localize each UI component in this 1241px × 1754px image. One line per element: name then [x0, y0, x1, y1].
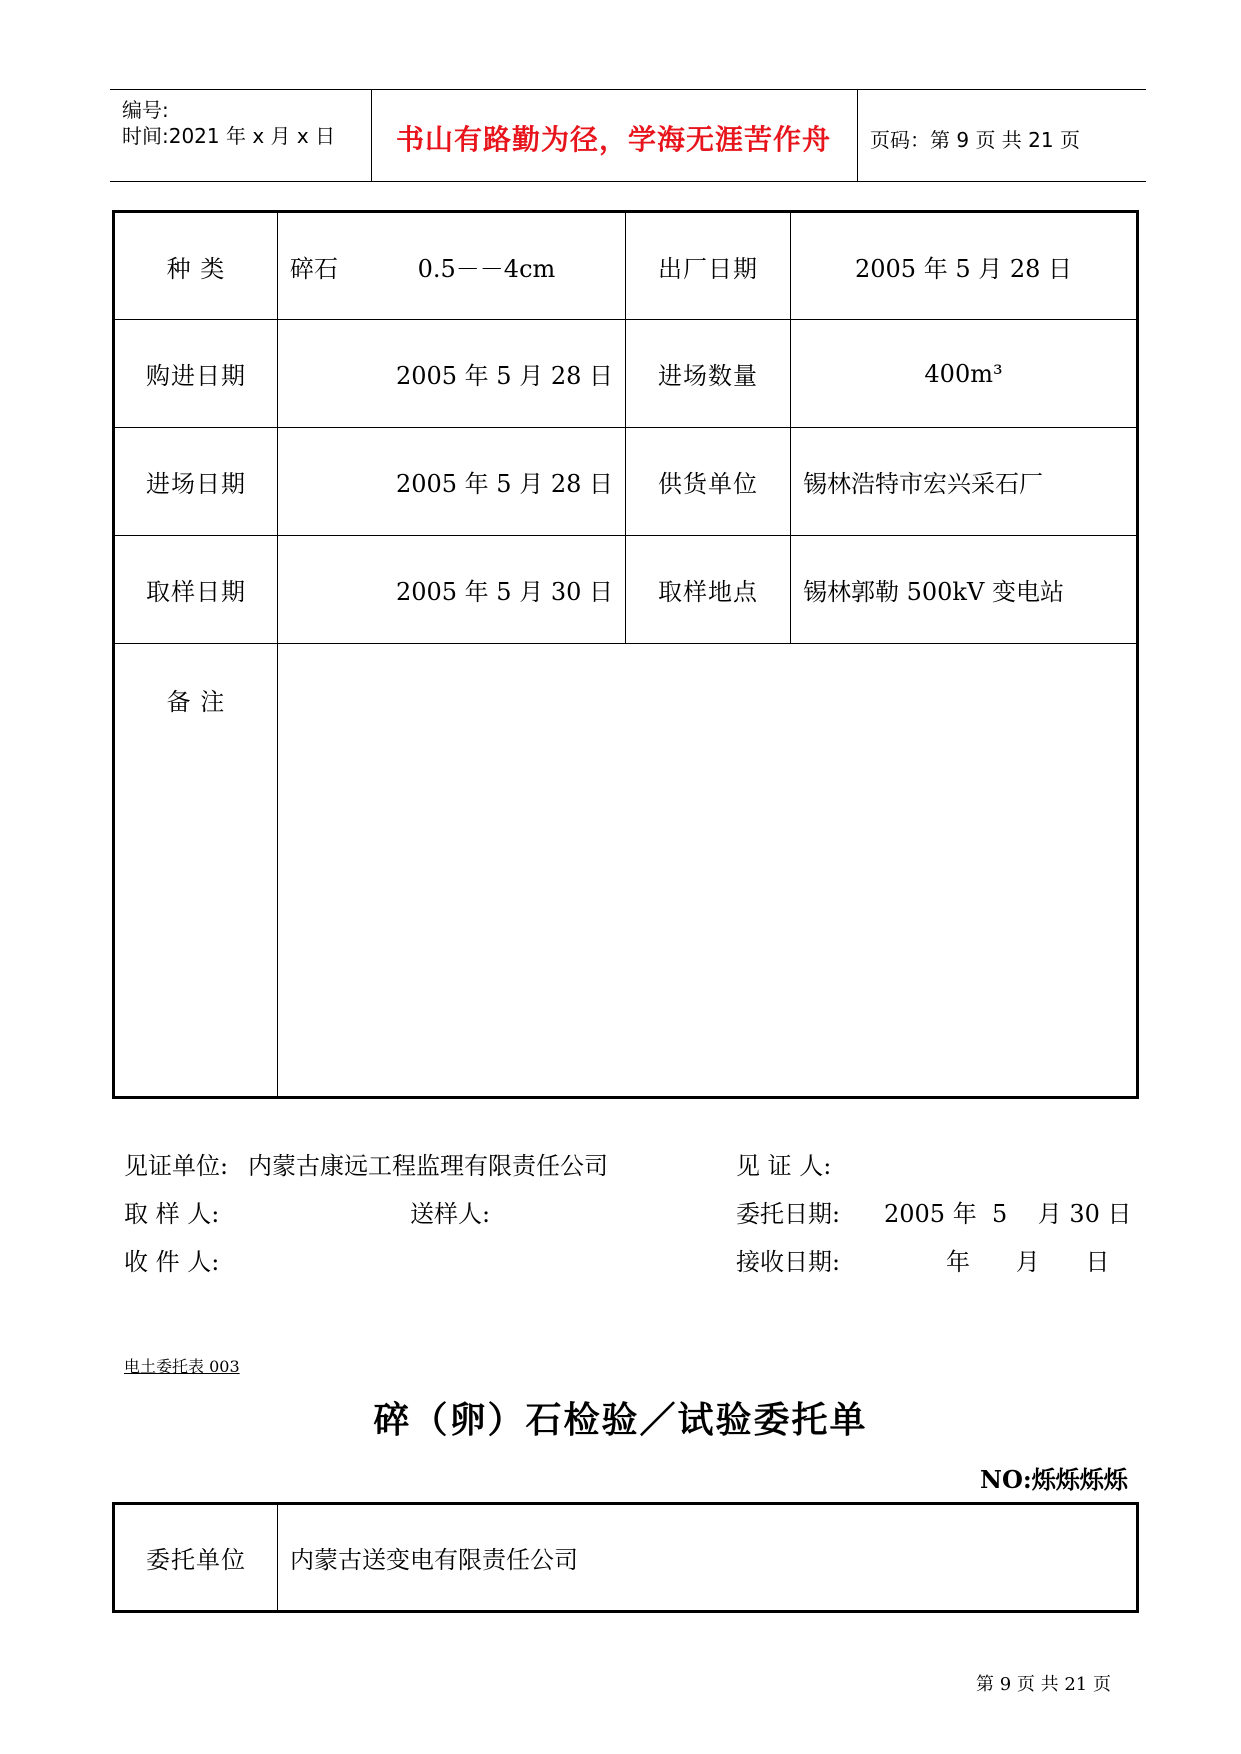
table-row: [114, 428, 1138, 536]
receive-date-label: 接收日期:: [736, 1248, 841, 1276]
witness-unit-value: 内蒙古康远工程监理有限责任公司: [248, 1152, 608, 1180]
witness-label: 见 证 人:: [736, 1152, 832, 1180]
form-code: 电土委托表 003: [124, 1357, 240, 1376]
quantity-value: 400m³: [791, 320, 1138, 428]
header-divider-right: [857, 90, 858, 182]
document-number: NO:烁烁烁烁: [980, 1465, 1128, 1494]
entrust-unit-label: 委托单位: [114, 1504, 278, 1612]
time-label: 时间:2021 年 x 月 x 日: [122, 124, 336, 148]
quantity-label: 进场数量: [626, 320, 791, 428]
header-top-rule: [110, 89, 1146, 90]
table-row: [114, 536, 1138, 644]
receive-date-value: 年 月 日: [946, 1248, 1110, 1276]
table-row: [114, 1504, 1138, 1612]
header-divider-left: [371, 90, 372, 182]
remarks-value: [278, 644, 1138, 1098]
factory-date-label: 出厂日期: [626, 212, 791, 320]
entrust-date-value: 2005 年 5 月 30 日: [884, 1200, 1132, 1228]
sampling-site-value: 锡林郭勒 500kV 变电站: [791, 536, 1138, 644]
serial-number-label: 编号:: [122, 98, 169, 122]
sender-label: 送样人:: [410, 1200, 491, 1228]
page-footer: 第 9 页 共 21 页: [976, 1674, 1111, 1695]
type-value: [278, 212, 626, 320]
type-material: 碎石: [290, 254, 338, 283]
type-size: 0.5－－4cm: [417, 254, 556, 283]
purchase-date-value: 2005 年 5 月 28 日: [278, 320, 626, 428]
witness-unit-label: 见证单位:: [124, 1152, 229, 1180]
sample-info-table: [112, 210, 1139, 1099]
table-row: [114, 320, 1138, 428]
header-bottom-rule: [110, 181, 1146, 182]
remarks-label: 备 注: [114, 644, 278, 1098]
entry-date-value: 2005 年 5 月 28 日: [278, 428, 626, 536]
table-row: [114, 212, 1138, 320]
entrust-date-label: 委托日期:: [736, 1200, 841, 1228]
type-label: 种 类: [114, 212, 278, 320]
motto: 书山有路勤为径，学海无涯苦作舟: [396, 123, 832, 156]
factory-date-value: 2005 年 5 月 28 日: [791, 212, 1138, 320]
sampling-date-label: 取样日期: [114, 536, 278, 644]
page-info: 页码：第 9 页 共 21 页: [870, 128, 1080, 152]
supplier-value: 锡林浩特市宏兴采石厂: [791, 428, 1138, 536]
document-title: 碎（卵）石检验／试验委托单: [373, 1400, 868, 1441]
sampling-date-value: 2005 年 5 月 30 日: [278, 536, 626, 644]
entry-date-label: 进场日期: [114, 428, 278, 536]
sampler-label: 取 样 人:: [124, 1200, 220, 1228]
entrust-unit-table: [112, 1502, 1139, 1613]
supplier-label: 供货单位: [626, 428, 791, 536]
entrust-unit-value: 内蒙古送变电有限责任公司: [278, 1504, 1138, 1612]
sampling-site-label: 取样地点: [626, 536, 791, 644]
table-row: [114, 644, 1138, 1098]
receiver-label: 收 件 人:: [124, 1248, 220, 1276]
purchase-date-label: 购进日期: [114, 320, 278, 428]
